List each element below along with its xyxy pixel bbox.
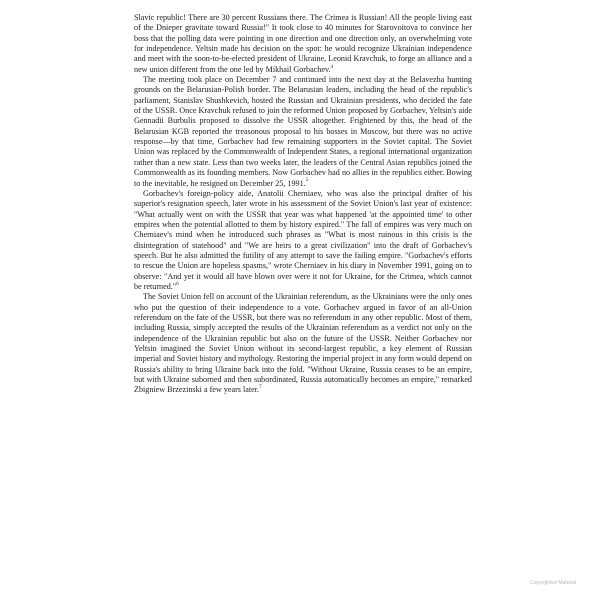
footnote-marker[interactable]: 5 (305, 177, 309, 184)
paragraph-3 (134, 189, 472, 292)
paragraph-text: The Soviet Union fell on account of the Ukrainian referendum, as the Ukrainians were the only ones who put the question of their independence to a vote. Gorbachev argued in favor of an all-Union referendum on the fate of the USSR, but there was no referendum in any other republic. Most of them, including Russia, simply accepted the results of the Ukrainian referendum as a verdict not only on the independence of the Ukrainian republic but also on the future of the USSR. Neither Gorbachev nor Yeltsin imagined the Soviet Union without its second-largest republic, a key element of Russian imperial and Soviet history and mythology. Restoring the imperial project in any form would depend on Russia's ability to bring Ukraine back into the fold. "Without Ukraine, Russia ceases to be an empire, but with Ukraine suborned and then subordinated, Russia automatically becomes an empire," remarked Zbigniew Brzezinski a few years later. (134, 292, 472, 395)
footnote-marker[interactable]: 7 (259, 384, 262, 391)
paragraph-1 (134, 13, 472, 75)
page-body (134, 13, 472, 396)
footnote-marker[interactable]: 4 (330, 63, 334, 70)
paragraph-4 (134, 292, 472, 395)
paragraph-2 (134, 75, 472, 189)
paragraph-text: Slavic republic! There are 30 percent Russians there. The Crimea is Russian! All the people living east of the Dnieper gravitate toward Russia!" It took close to 40 minutes for Starovoitova to convince her boss that the polling data were pointing in one direction and one direction only, an overwhelming vote for independence. Yeltsin made his decision on the spot: he would recognize Ukrainian independence and meet with the soon-to-be-elected president of Ukraine, Leonid Kravchuk, to forge an alliance and a new union different from the one led by Mikhail Gorbachev. (134, 13, 472, 74)
paragraph-text: Gorbachev's foreign-policy aide, Anatolii Cherniaev, who was also the principal drafter of his superior's resignation speech, later wrote in his assessment of the Soviet Union's last year of existence: "What actually went on with the USSR that year was what happened 'at the appointed time' to other empires when the potential allotted to them by history expired." The fall of empires was very much on Cherniaev's mind when he introduced such phrases as "What is most ruinous in this crisis is the disintegration of statehood" and "We are heirs to a great civilization" into the draft of Gorbachev's speech. But he also admitted the futility of any attempt to save the failing empire. "Gorbachev's efforts to rescue the Union are hopeless spasms," wrote Cherniaev in his diary in November 1991, going on to observe: "And yet it would all have blown over were it not for Ukraine, for the Crimea, which cannot be returned." (134, 188, 472, 291)
paragraph-text: The meeting took place on December 7 and continued into the next day at the Belavezha hunting grounds on the Belarusian-Polish border. The Belarusian leaders, including the head of the republic's parliament, Stanislav Shushkevich, hosted the Russian and Ukrainian presidents, who decided the fate of the USSR. Once Kravchuk refused to join the reformed Union proposed by Gorbachev, Yeltsin's aide Gennadii Burbulis proposed to dissolve the USSR altogether. Frightened by this, the head of the Belarusian KGB reported the treasonous proposal to his bosses in Moscow, but there was no active response—by that time, Gorbachev had few remaining supporters in the Soviet capital. The Soviet Union was replaced by the Commonwealth of Independent States, a regional international organization rather than a new state. Less than two weeks later, the leaders of the Central Asian republics joined the Commonwealth as its founding members. Now Gorbachev had no allies in the republics either. Bowing to the inevitable, he resigned on December 25, 1991. (134, 75, 472, 188)
copyright-watermark: Copyrighted Material (530, 580, 577, 586)
footnote-marker[interactable]: 6 (176, 280, 179, 287)
